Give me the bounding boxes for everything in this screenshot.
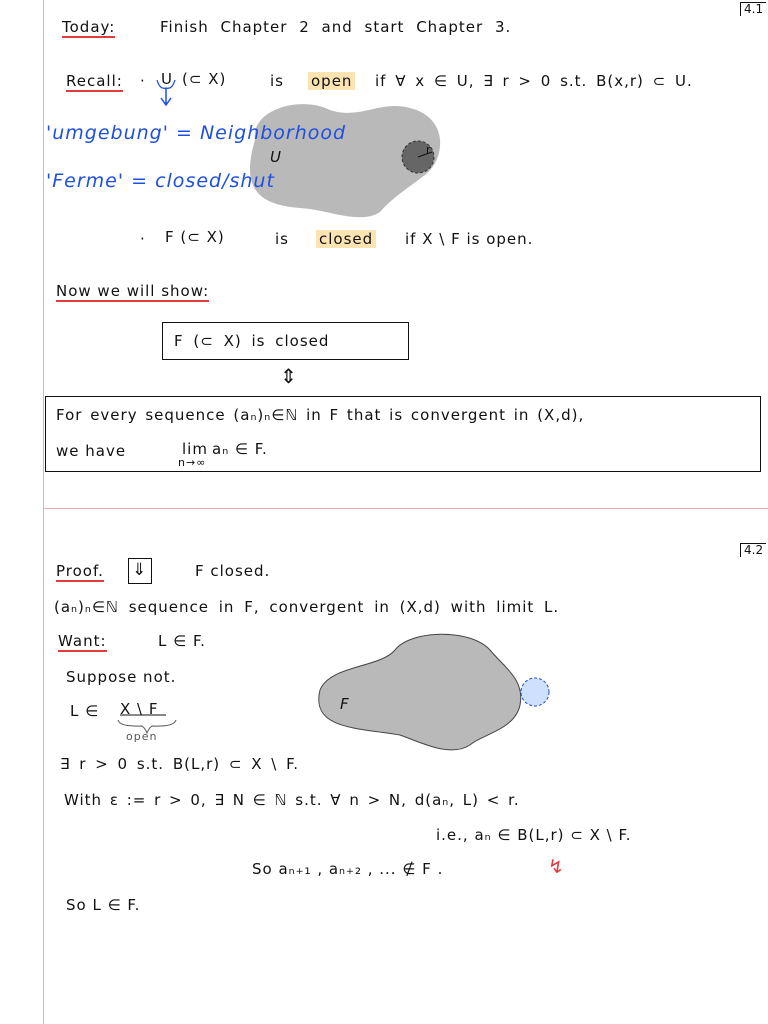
sequence-we-have: we have — [56, 442, 127, 460]
recall-subset: (⊂ X) — [182, 70, 227, 88]
page-number-1: 4.1 — [740, 2, 766, 16]
closed-word: closed — [316, 230, 376, 248]
want-text: L ∈ F. — [158, 632, 206, 650]
suppose-not: Suppose not. — [66, 668, 177, 686]
so-final: So L ∈ F. — [66, 896, 141, 914]
x-minus-f: X \ F — [120, 700, 159, 718]
german-note-2: 'Ferme' = closed/shut — [46, 170, 275, 192]
recall-is: is — [270, 72, 284, 90]
closed-f: F (⊂ X) — [165, 228, 225, 246]
closed-is: is — [275, 230, 289, 248]
equivalence-arrow: ⇕ — [280, 364, 298, 388]
with-epsilon-line: With ε := r > 0, ∃ N ∈ ℕ s.t. ∀ n > N, d(aₙ, L) < r. — [64, 791, 520, 809]
now-show-label: Now we will show: — [56, 282, 210, 300]
sequence-tail: aₙ ∈ F. — [212, 440, 268, 458]
down-arrow — [161, 88, 171, 105]
closed-bullet: · — [140, 230, 146, 248]
want-label: Want: — [58, 632, 107, 650]
sequence-lim: lim — [182, 440, 208, 458]
proof-f-closed: F closed. — [195, 562, 271, 580]
recall-u: U — [161, 70, 173, 88]
so-line: So aₙ₊₁ , aₙ₊₂ , ... ∉ F . — [252, 860, 444, 878]
exists-line: ∃ r > 0 s.t. B(L,r) ⊂ X \ F. — [60, 755, 300, 773]
proof-down-arrow: ⇓ — [132, 560, 148, 580]
open-annotation: open — [126, 730, 158, 743]
proof-sequence-line: (aₙ)ₙ∈ℕ sequence in F, convergent in (X,d) with limit L. — [54, 598, 560, 616]
german-note-1: 'umgebung' = Neighborhood — [46, 122, 347, 144]
proof-label: Proof. — [56, 562, 104, 580]
blob-u-label: U — [270, 148, 282, 166]
recall-bullet: · — [140, 72, 146, 90]
contradiction-icon: ↯ — [548, 856, 565, 878]
today-label: Today: — [62, 18, 116, 36]
recall-condition: if ∀ x ∈ U, ∃ r > 0 s.t. B(x,r) ⊂ U. — [375, 72, 693, 90]
blob-f — [319, 634, 521, 750]
page-number-2: 4.2 — [740, 543, 766, 557]
recall-label: Recall: — [66, 72, 123, 90]
closed-condition: if X \ F is open. — [405, 230, 534, 248]
today-text: Finish Chapter 2 and start Chapter 3. — [160, 18, 512, 36]
blob-f-label: F — [340, 695, 350, 713]
ball-l — [521, 678, 549, 706]
closed-box-text: F (⊂ X) is closed — [174, 332, 330, 350]
ball-radius-label: r — [426, 143, 432, 156]
sequence-lim-sub: n→∞ — [178, 456, 207, 469]
sequence-line-1: For every sequence (aₙ)ₙ∈ℕ in F that is convergent in (X,d), — [56, 406, 585, 424]
ie-line: i.e., aₙ ∈ B(L,r) ⊂ X \ F. — [436, 826, 632, 844]
recall-open: open — [308, 72, 355, 90]
l-in: L ∈ — [70, 702, 100, 720]
